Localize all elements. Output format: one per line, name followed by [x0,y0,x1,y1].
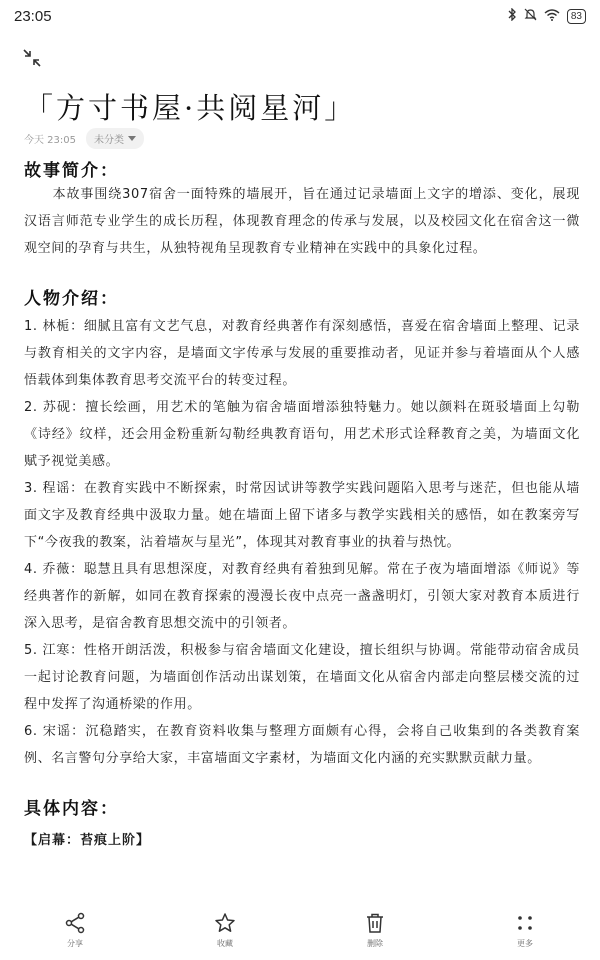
bluetooth-icon [507,8,517,24]
note-title[interactable]: 「方寸书屋·共阅星河」 [24,91,357,125]
status-time: 23:05 [14,7,52,25]
character-item: 1. 林栀：细腻且富有文艺气息，对教育经典著作有深刻感悟，喜爱在宿舍墙面上整理、记录与教育相关的文字内容，是墙面文字传承与发展的重要推动者，见证并参与着墙面从个人感悟载体到集体教育思考交流平台的转变过程。 [24,319,580,388]
share-button[interactable] [35,912,115,949]
collapse-icon[interactable] [18,44,46,72]
opening-heading: 【启幕：苔痕上阶】 [24,833,151,848]
character-item: 6. 宋谣：沉稳踏实，在教育资料收集与整理方面颇有心得，会将自己收集到的各类教育案例、名言警句分享给大家，丰富墙面文字素材，为墙面文化内涵的充实默默贡献力量。 [24,724,580,766]
character-item: 4. 乔薇：聪慧且具有思想深度，对教育经典有着独到见解。常在子夜为墙面增添《师说》等经典著作的新解，如同在教育探索的漫漫长夜中点亮一盏盏明灯，引领大家对教育本质进行深入思考，是宿舍教育思想交流中的引领者。 [24,562,580,631]
category-dropdown[interactable] [86,128,144,149]
characters-heading: 人物介绍： [24,289,119,309]
delete-label: 删除 [367,938,383,948]
star-icon [214,912,236,934]
share-label: 分享 [67,938,83,948]
more-dots-icon [514,912,536,934]
content-heading: 具体内容： [24,799,119,819]
category-label: 未分类 [94,135,124,146]
character-item: 5. 江寒：性格开朗活泼，积极参与宿舍墙面文化建设，擅长组织与协调。常能带动宿舍成员一起讨论教育问题，为墙面创作活动出谋划策，在墙面文化从宿舍内部走向整层楼交流的过程中发挥了沟通桥梁的作用。 [24,643,580,712]
mute-icon [524,8,537,24]
trash-icon [364,912,386,934]
wifi-icon [544,9,560,24]
character-item: 2. 苏砚：擅长绘画，用艺术的笔触为宿舍墙面增添独特魅力。她以颜料在斑驳墙面上勾勒《诗经》纹样，还会用金粉重新勾勒经典教育语句，用艺术形式诠释教育之美，为墙面文化赋予视觉美感。 [24,400,580,469]
bottom-action-bar [0,900,600,960]
chevron-down-icon [128,136,136,142]
battery-icon: 83 [567,9,586,24]
more-label: 更多 [517,938,533,948]
share-icon [64,912,86,934]
more-button[interactable] [485,912,565,949]
delete-button[interactable] [335,912,415,949]
note-meta [24,128,144,149]
status-bar [0,0,600,32]
character-item: 3. 程谣：在教育实践中不断探索，时常因试讲等教学实践问题陷入思考与迷茫，但也能从墙面文字及教育经典中汲取力量。她在墙面上留下诸多与教学实践相关的感悟，如在教案旁写下“今夜我的教案，沾着墙灰与星光”，体现其对教育事业的执着与热忱。 [24,481,580,550]
note-body[interactable] [24,156,580,896]
note-date: 今天 23:05 [24,135,76,146]
favorite-button[interactable] [185,912,265,949]
favorite-label: 收藏 [217,938,233,948]
intro-heading: 故事简介： [24,161,119,181]
status-icons [507,8,586,24]
intro-text: 本故事围绕307宿舍一面特殊的墙展开，旨在通过记录墙面上文字的增添、变化，展现汉语言师范专业学生的成长历程，体现教育理念的传承与发展，以及校园文化在宿舍这一微观空间的孕育与共生，从独特视角呈现教育专业精神在实践中的具象化过程。 [24,187,580,256]
